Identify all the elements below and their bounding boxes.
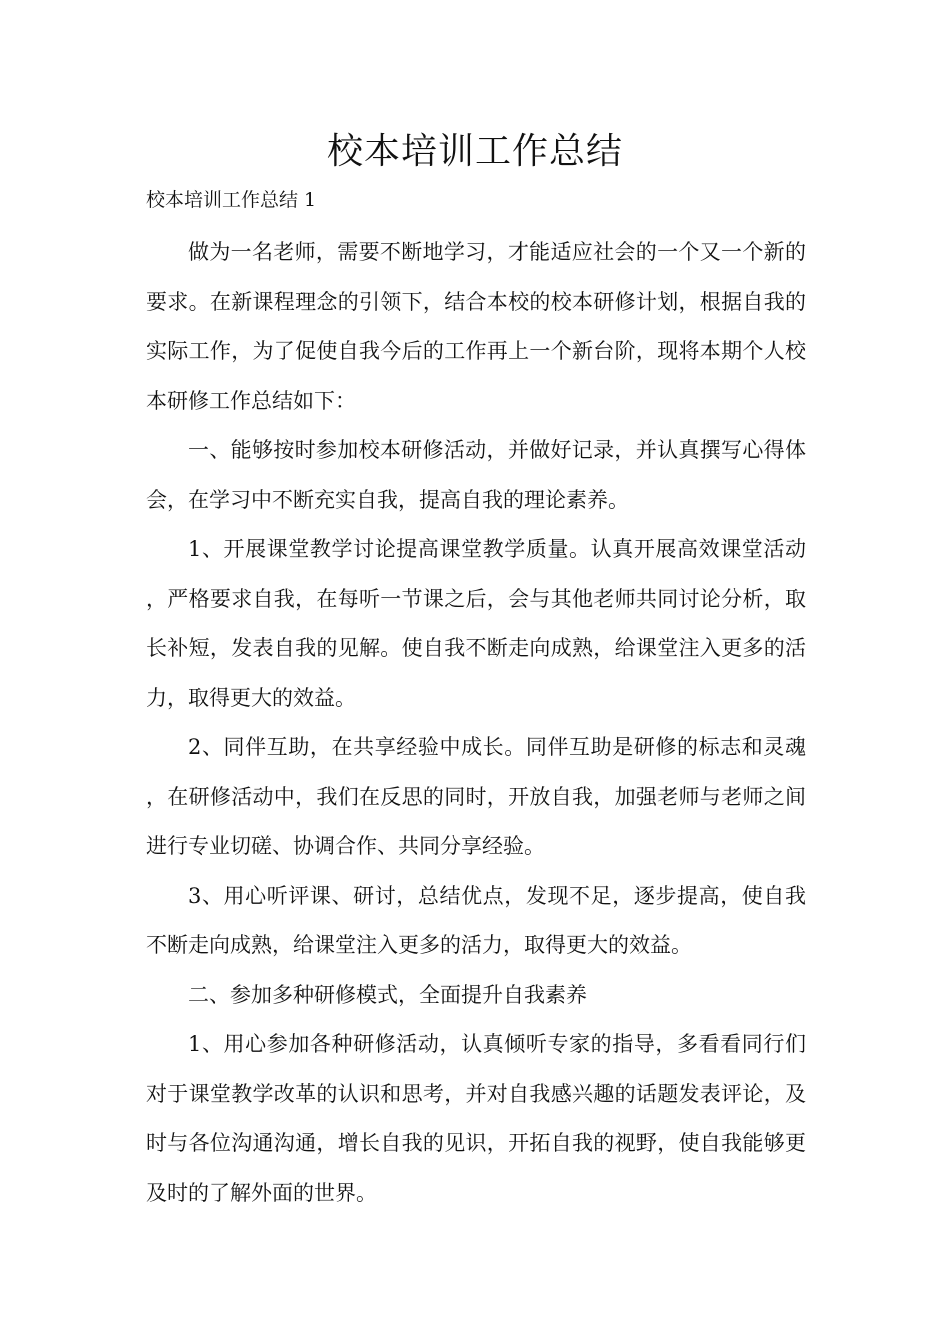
paragraph-item-1-2: 2、同伴互助，在共享经验中成长。同伴互助是研修的标志和灵魂，在研修活动中，我们在反思的同时，开放自我，加强老师与老师之间进行专业切磋、协调合作、共同分享经验。	[146, 735, 806, 858]
document-title: 校本培训工作总结	[326, 131, 623, 172]
paragraph-intro: 做为一名老师，需要不断地学习，才能适应社会的一个又一个新的要求。在新课程理念的引领下，结合本校的校本研修计划，根据自我的实际工作，为了促使自我今后的工作再上一个新台阶，现将本期个人校本研修工作总结如下：	[146, 240, 806, 413]
paragraph-item-1-1: 1、开展课堂教学讨论提高课堂教学质量。认真开展高效课堂活动，严格要求自我，在每听一节课之后，会与其他老师共同讨论分析，取长补短，发表自我的见解。使自我不断走向成熟，给课堂注入更多的活力，取得更大的效益。	[146, 537, 806, 710]
paragraph-section-1: 一、能够按时参加校本研修活动，并做好记录，并认真撰写心得体会，在学习中不断充实自我，提高自我的理论素养。	[146, 438, 806, 512]
document-subtitle: 校本培训工作总结 1	[146, 189, 317, 211]
paragraph-section-2: 二、参加多种研修模式，全面提升自我素养	[188, 982, 587, 1007]
document-body	[146, 228, 806, 1218]
paragraph-item-2-1: 1、用心参加各种研修活动，认真倾听专家的指导，多看看同行们对于课堂教学改革的认识和思考，并对自我感兴趣的话题发表评论，及时与各位沟通沟通，增长自我的见识，开拓自我的视野，使自我能够更及时的了解外面的世界。	[146, 1032, 806, 1205]
paragraph-item-1-3: 3、用心听评课、研讨，总结优点，发现不足，逐步提高，使自我不断走向成熟，给课堂注入更多的活力，取得更大的效益。	[146, 883, 806, 957]
